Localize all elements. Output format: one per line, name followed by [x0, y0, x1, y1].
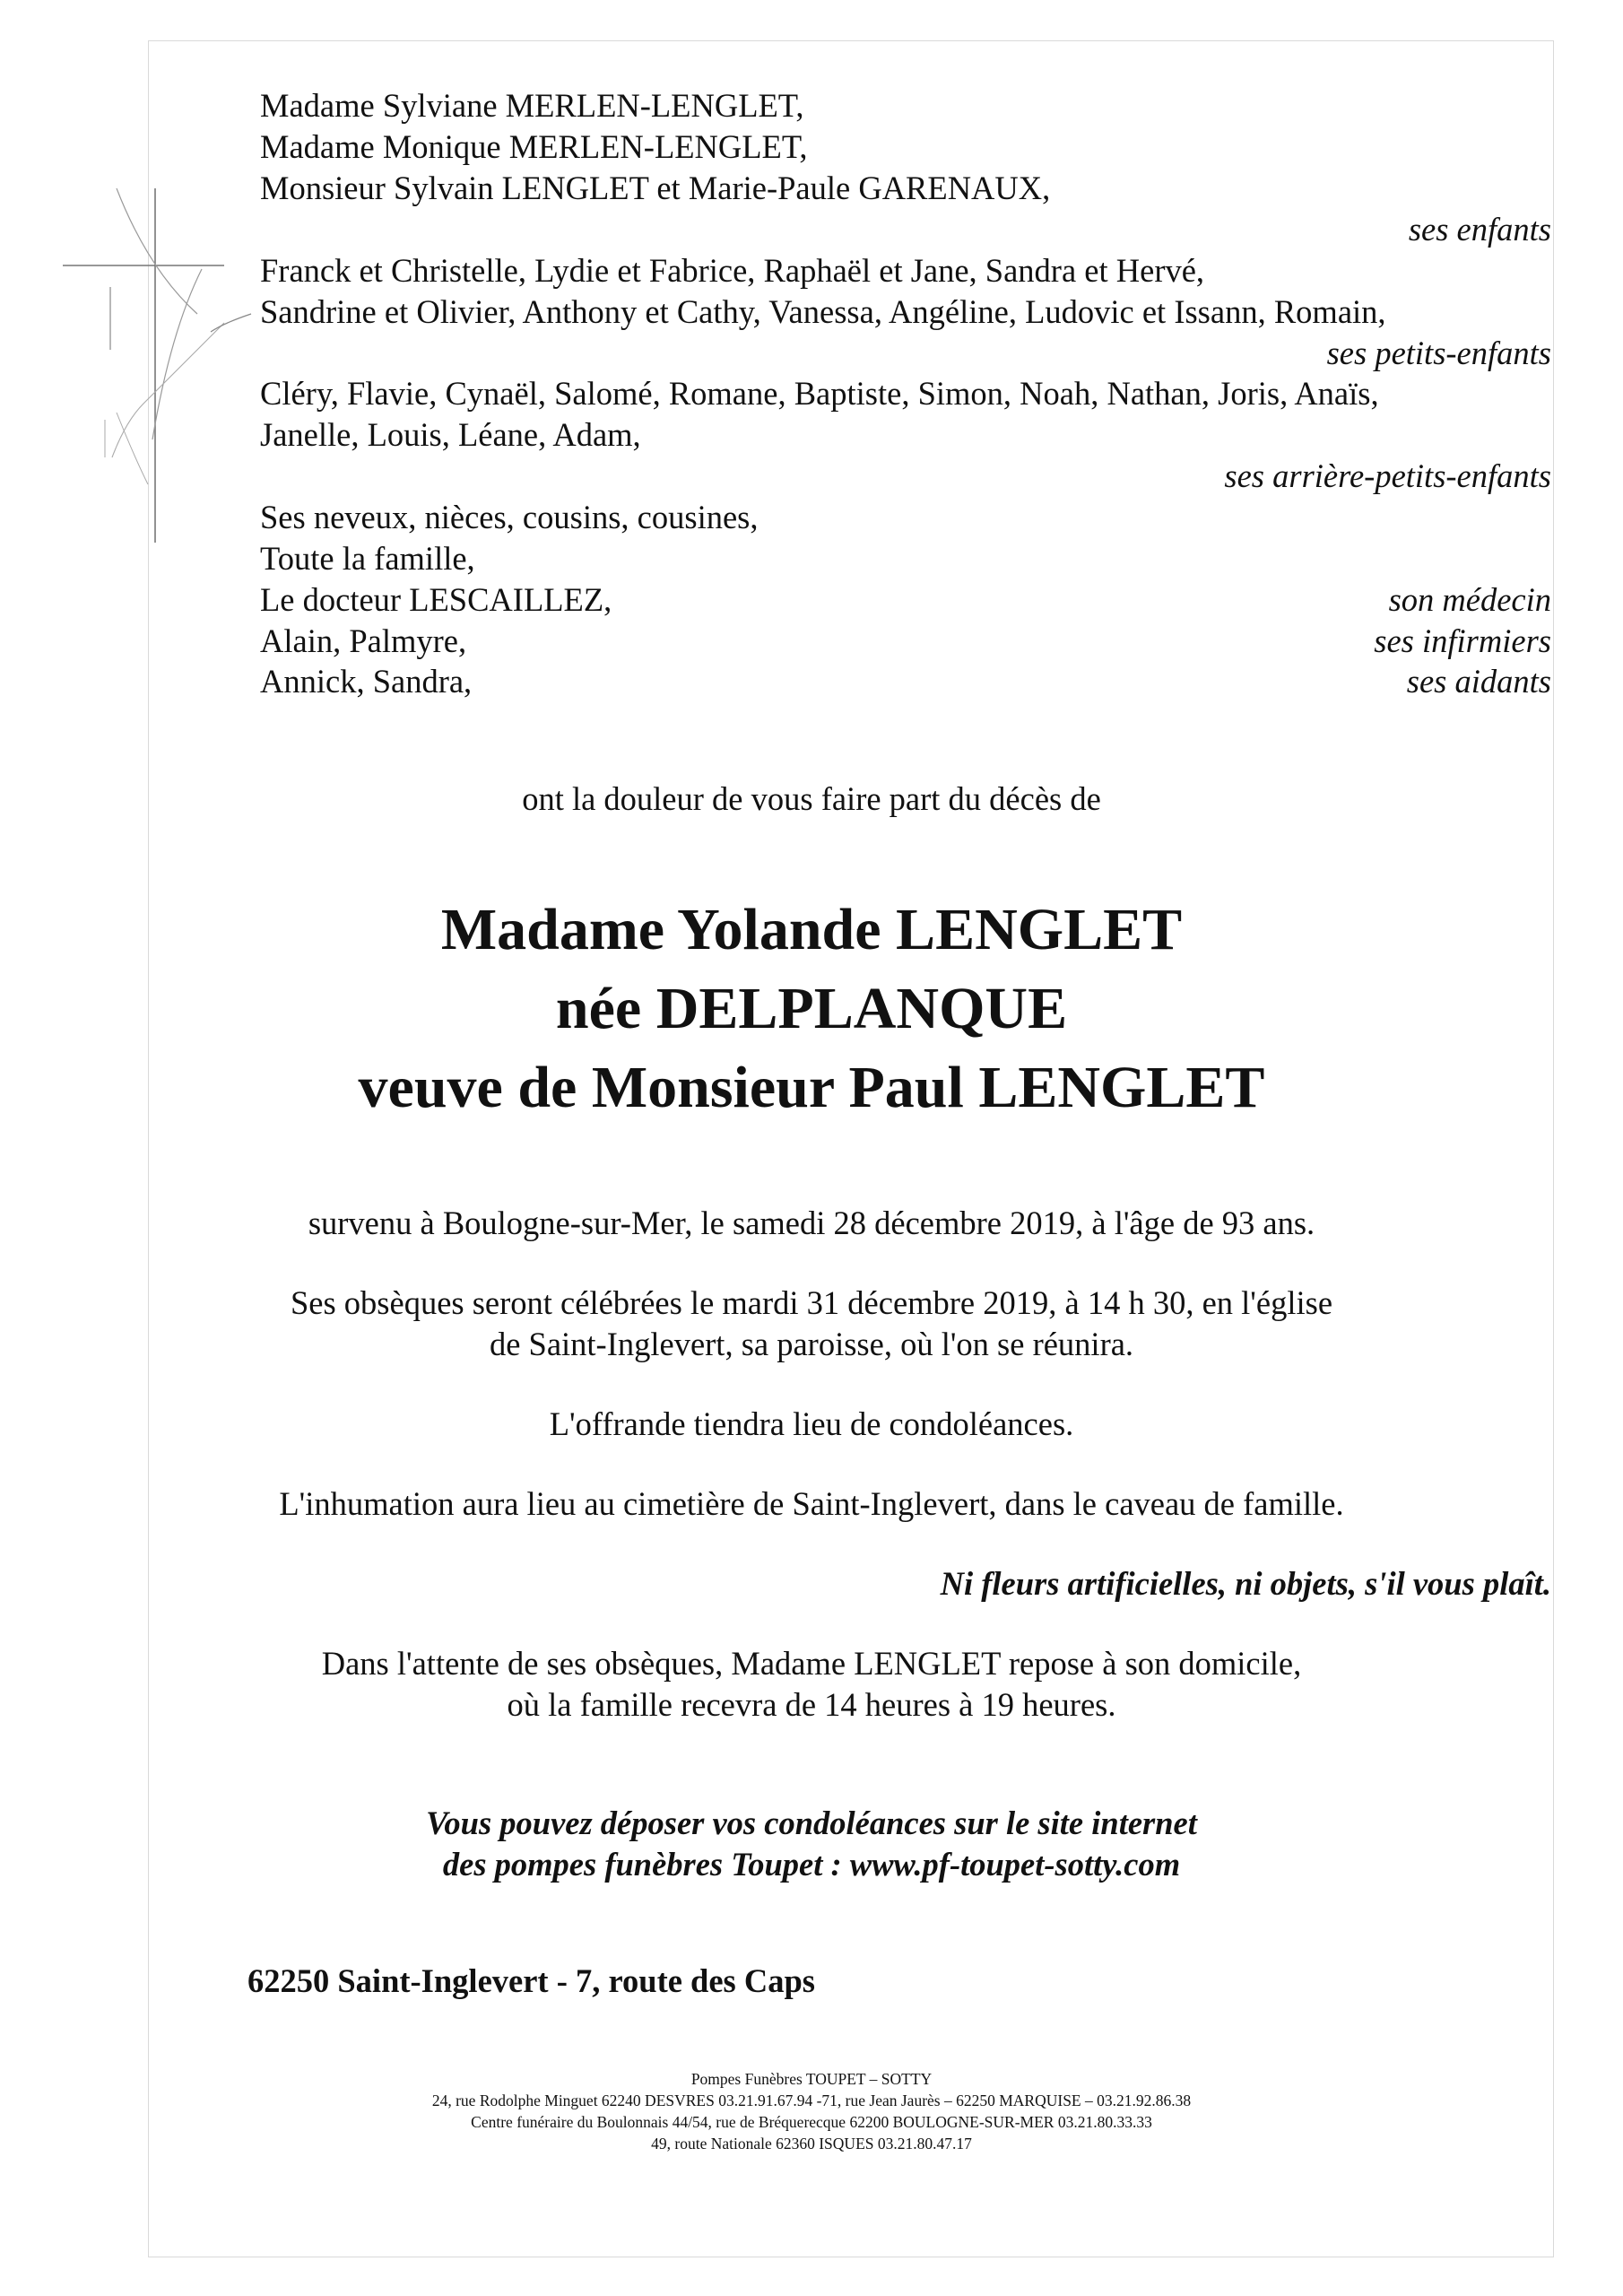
- announcement-text: ont la douleur de vous faire part du décès de: [522, 780, 1101, 817]
- deceased-spouse: veuve de Monsieur Paul LENGLET: [358, 1055, 1265, 1120]
- grandchildren-role: ses petits-enfants: [1326, 335, 1551, 371]
- great-grandchildren-line: Janelle, Louis, Léane, Adam,: [260, 416, 641, 453]
- other-relatives-line: Alain, Palmyre,: [260, 622, 467, 659]
- no-flowers-note: Ni fleurs artificielles, ni objets, s'il vous plaît.: [940, 1565, 1551, 1602]
- funeral-home-name: Pompes Funèbres TOUPET – SOTTY: [690, 2070, 933, 2088]
- condolences-line: Vous pouvez déposer vos condoléances sur le site internet: [426, 1805, 1197, 1841]
- other-relatives-line: Toute la famille,: [260, 540, 475, 577]
- deceased-maiden-name: née DELPLANQUE: [555, 976, 1068, 1041]
- funeral-home-address: 24, rue Rodolphe Minguet 62240 DESVRES 03.21.91.67.94 -71, rue Jean Jaurès – 62250 MARQUISE – 03.21.92.86.38: [431, 2092, 1192, 2109]
- great-grandchildren-role: ses arrière-petits-enfants: [1224, 457, 1551, 494]
- other-relatives-role: son médecin: [1388, 581, 1551, 618]
- children-line: Monsieur Sylvain LENGLET et Marie-Paule GARENAUX,: [260, 170, 1051, 206]
- visitation-line: Dans l'attente de ses obsèques, Madame LENGLET repose à son domicile,: [321, 1645, 1302, 1682]
- other-relatives-line: Annick, Sandra,: [260, 663, 473, 700]
- children-line: Madame Sylviane MERLEN-LENGLET,: [260, 87, 804, 124]
- visitation-line: où la famille recevra de 14 heures à 19 heures.: [507, 1686, 1116, 1723]
- condolences-line: des pompes funèbres Toupet : www.pf-toupet-sotty.com: [442, 1846, 1181, 1883]
- burial-details: L'inhumation aura lieu au cimetière de Saint-Inglevert, dans le caveau de famille.: [279, 1485, 1344, 1522]
- grandchildren-line: Sandrine et Olivier, Anthony et Cathy, Vanessa, Angéline, Ludovic et Issann, Romain,: [260, 293, 1386, 330]
- funeral-home-address: 49, route Nationale 62360 ISQUES 03.21.80.47.17: [651, 2135, 972, 2152]
- deceased-name: Madame Yolande LENGLET: [440, 897, 1183, 962]
- death-details: survenu à Boulogne-sur-Mer, le samedi 28 décembre 2019, à l'âge de 93 ans.: [308, 1205, 1315, 1241]
- cross-icon: [63, 188, 260, 583]
- funeral-details-line: Ses obsèques seront célébrées le mardi 31 décembre 2019, à 14 h 30, en l'église: [290, 1284, 1333, 1321]
- other-relatives-role: ses infirmiers: [1374, 622, 1551, 659]
- other-relatives-line: Ses neveux, nièces, cousins, cousines,: [260, 499, 759, 535]
- funeral-home-address: Centre funéraire du Boulonnais 44/54, rue de Bréquerecque 62200 BOULOGNE-SUR-MER 03.21.80.33.33: [471, 2113, 1152, 2131]
- funeral-details-line: de Saint-Inglevert, sa paroisse, où l'on se réunira.: [489, 1326, 1134, 1362]
- offering-note: L'offrande tiendra lieu de condoléances.: [549, 1405, 1074, 1442]
- other-relatives-line: Le docteur LESCAILLEZ,: [260, 581, 612, 618]
- address: 62250 Saint-Inglevert - 7, route des Caps: [247, 1962, 815, 1999]
- other-relatives-role: ses aidants: [1406, 663, 1551, 700]
- children-line: Madame Monique MERLEN-LENGLET,: [260, 128, 808, 165]
- great-grandchildren-line: Cléry, Flavie, Cynaël, Salomé, Romane, Baptiste, Simon, Noah, Nathan, Joris, Anaïs,: [260, 375, 1379, 412]
- children-role: ses enfants: [1408, 211, 1551, 248]
- grandchildren-line: Franck et Christelle, Lydie et Fabrice, Raphaël et Jane, Sandra et Hervé,: [260, 252, 1205, 289]
